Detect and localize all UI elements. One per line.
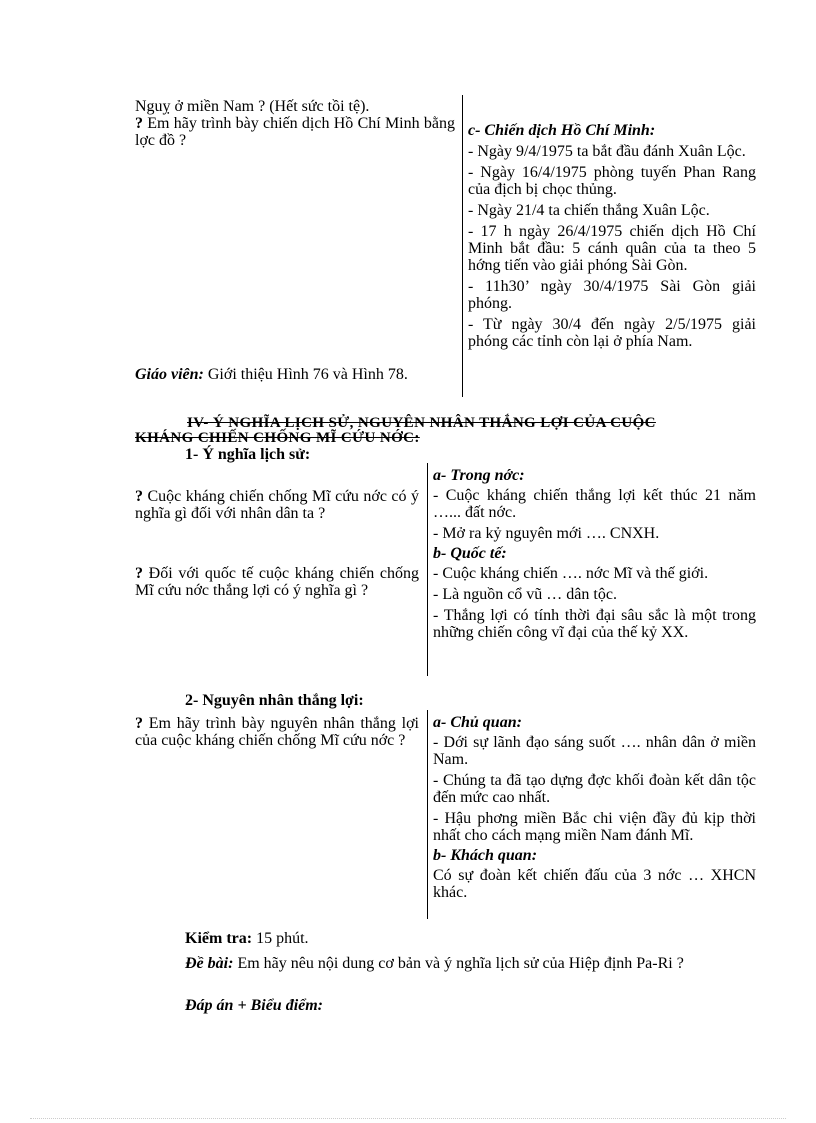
question-text: Em hãy trình bày chiến dịch Hồ Chí Minh bằng lợc đồ ? — [135, 115, 455, 149]
objective-text: Có sự đoàn kết chiến đấu của 3 nớc … XHCN khác. — [433, 867, 756, 901]
campaign-item: - Ngày 9/4/1975 ta bắt đầu đánh Xuân Lộc. — [468, 143, 746, 160]
test-value: 15 phút. — [252, 930, 309, 947]
topic-line — [135, 955, 720, 972]
column-divider-2 — [427, 463, 428, 676]
subjective-item: - Dới sự lãnh đạo sáng suốt …. nhân dân ở miền Nam. — [433, 734, 756, 768]
subheading-significance: 1- Ý nghĩa lịch sử: — [185, 446, 311, 463]
left-column-1 — [135, 98, 455, 149]
question-mark: ? — [135, 565, 143, 582]
section-title — [135, 416, 735, 446]
teacher-text: Giới thiệu Hình 76 và Hình 78. — [203, 366, 408, 383]
right-column-2 — [433, 467, 756, 641]
teacher-note — [135, 366, 455, 383]
topic-text: Em hãy nêu nội dung cơ bản và ý nghĩa lịch sử của Hiệp định Pa-Ri ? — [233, 955, 684, 972]
international-item: - Cuộc kháng chiến …. nớc Mĩ và thế giới. — [433, 565, 709, 582]
subjective-item: - Chúng ta đã tạo dựng đợc khối đoàn kết dân tộc đến mức cao nhất. — [433, 772, 756, 806]
question-mark: ? — [135, 715, 143, 732]
column-divider-1 — [462, 95, 463, 397]
question-causes — [135, 715, 419, 749]
question-text: Đối với quốc tế cuộc kháng chiến chống Mĩ cứu nớc thắng lợi có ý nghĩa gì ? — [135, 565, 419, 599]
test-line — [185, 930, 309, 947]
section-title-line1: IV- Ý NGHĨA LỊCH SỬ, NGUYÊN NHÂN THẮNG LỢI CỦA CUỘC — [187, 415, 656, 431]
campaign-item: - Ngày 16/4/1975 phòng tuyến Phan Rang của địch bị chọc thủng. — [468, 164, 756, 198]
teacher-label: Giáo viên: — [135, 366, 204, 383]
question-text: Cuộc kháng chiến chống Mĩ cứu nớc có ý nghĩa gì đối với nhân dân ta ? — [135, 488, 419, 522]
question-mark: ? — [135, 488, 143, 505]
campaign-item: - Từ ngày 30/4 đến ngày 2/5/1975 giải phóng các tỉnh còn lại ở phía Nam. — [468, 316, 756, 350]
domestic-heading: a- Trong nớc: — [433, 467, 525, 484]
right-column-1 — [468, 122, 756, 350]
page-bottom-border — [30, 1118, 786, 1119]
section-title-line2: KHÁNG CHIẾN CHỐNG MĨ CỨU NỚC: — [135, 430, 420, 446]
domestic-item: - Mở ra kỷ nguyên mới …. CNXH. — [433, 525, 660, 542]
question-campaign — [135, 115, 455, 149]
objective-heading: b- Khách quan: — [433, 847, 538, 864]
international-item: - Là nguồn cổ vũ … dân tộc. — [433, 586, 617, 603]
campaign-item: - 11h30’ ngày 30/4/1975 Sài Gòn giải phóng. — [468, 278, 756, 312]
column-divider-3 — [427, 710, 428, 919]
campaign-item: - 17 h ngày 26/4/1975 chiến dịch Hồ Chí Minh bắt đầu: 5 cánh quân của ta theo 5 hớng tiến vào giải phóng Sài Gòn. — [468, 223, 756, 274]
subheading-causes: 2- Nguyên nhân thắng lợi: — [185, 692, 364, 709]
answer-heading: Đáp án + Biểu điểm: — [185, 997, 324, 1014]
subjective-heading: a- Chủ quan: — [433, 714, 522, 731]
domestic-item: - Cuộc kháng chiến thắng lợi kết thúc 21 năm …... đất nớc. — [433, 487, 756, 521]
campaign-heading: c- Chiến dịch Hồ Chí Minh: — [468, 122, 656, 139]
intro-line: Nguỵ ở miền Nam ? (Hết sức tồi tệ). — [135, 98, 370, 115]
campaign-item: - Ngày 21/4 ta chiến thắng Xuân Lộc. — [468, 202, 710, 219]
question-international — [135, 565, 419, 599]
subjective-item: - Hậu phơng miền Bắc chi viện đầy đủ kịp thời nhất cho cách mạng miền Nam đánh Mĩ. — [433, 810, 756, 844]
international-heading: b- Quốc tế: — [433, 545, 507, 562]
international-item: - Thắng lợi có tính thời đại sâu sắc là một trong những chiến công vĩ đại của thế kỷ XX. — [433, 607, 756, 641]
question-mark: ? — [135, 115, 143, 132]
question-text: Em hãy trình bày nguyên nhân thắng lợi của cuộc kháng chiến chống Mĩ cứu nớc ? — [135, 715, 419, 749]
test-label: Kiểm tra: — [185, 930, 253, 947]
topic-label: Đề bài: — [185, 955, 234, 972]
right-column-3 — [433, 714, 756, 901]
question-domestic — [135, 488, 419, 522]
